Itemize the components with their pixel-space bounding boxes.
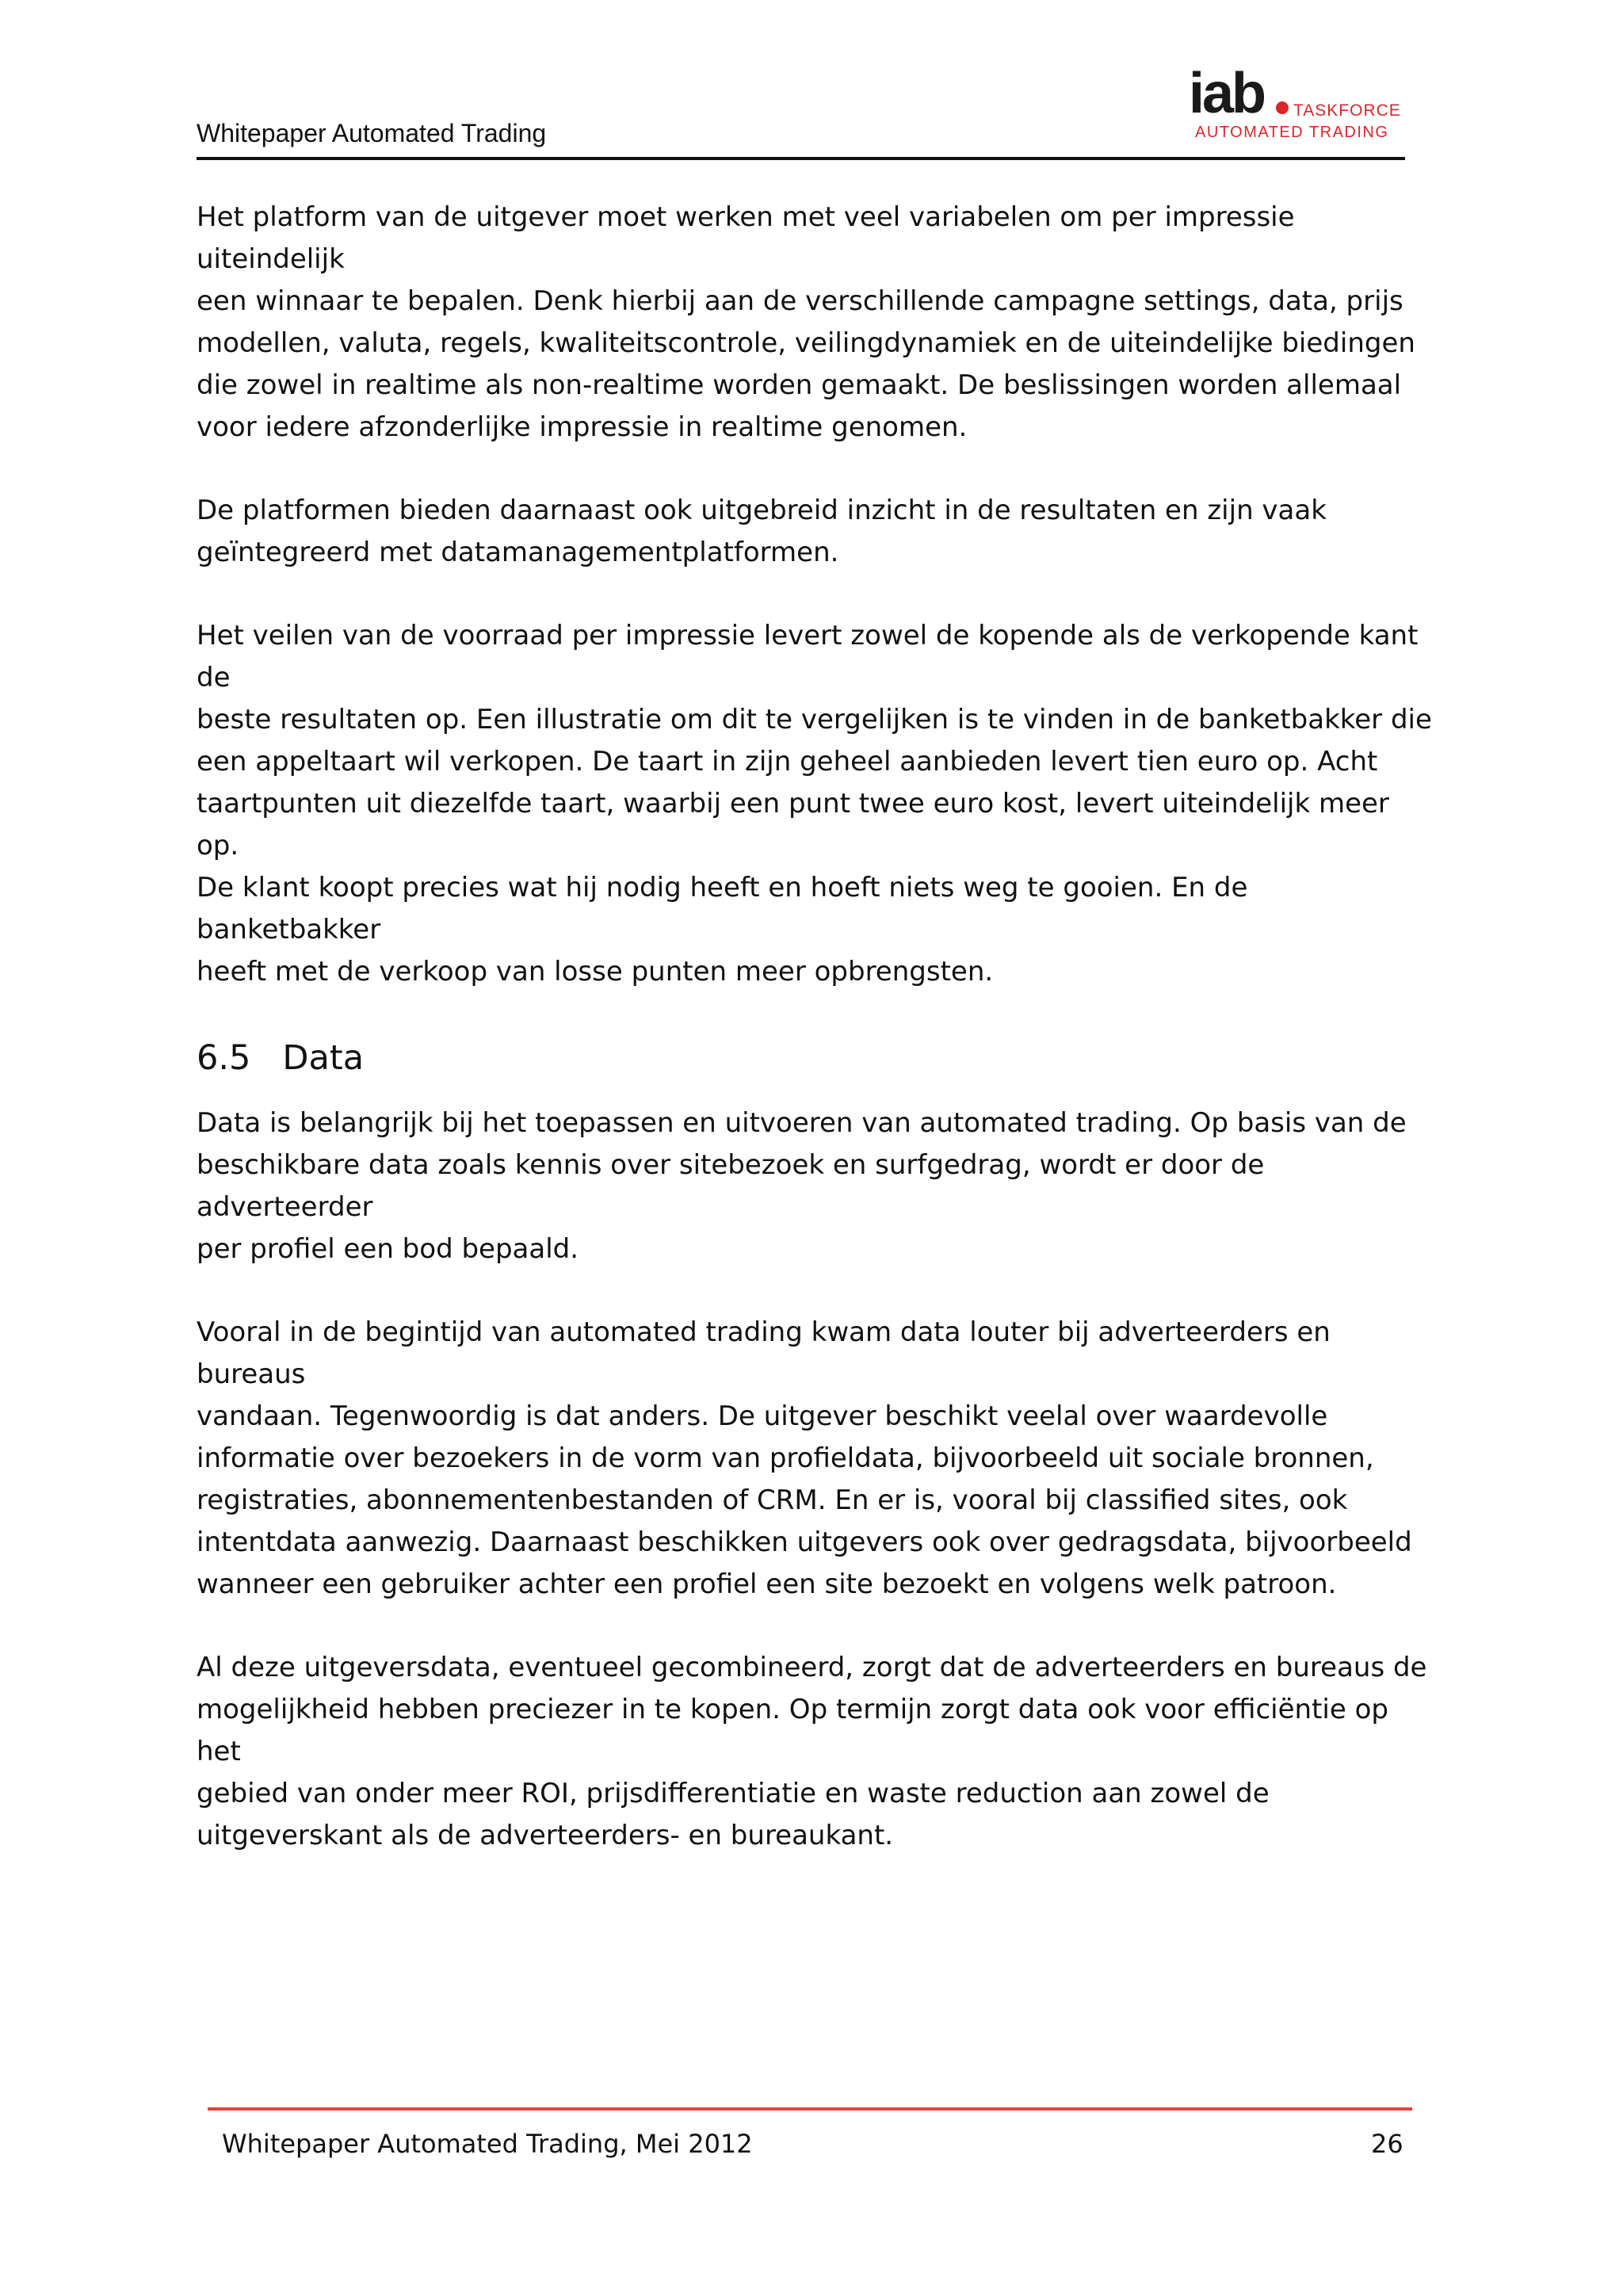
page-number: 26: [1371, 2129, 1403, 2159]
logo-taskforce-text: TASKFORCE: [1293, 101, 1401, 120]
paragraph: Het platform van de uitgever moet werken met veel variabelen om per impressie uiteindelijk een winnaar te bepalen. Denk hierbij aan de verschillende campagne settings, data, prijs modellen, valuta, regels, kwaliteitscontrole, veilingdynamiek en de uiteindelijke biedingen die zowel in realtime als non-realtime worden gemaakt. De beslissingen worden allemaal voor iedere afzonderlijke impressie in realtime genomen.: [197, 201, 1415, 443]
header-divider: [197, 157, 1405, 160]
section-title: Data: [282, 1038, 365, 1078]
paragraph: Vooral in de begintijd van automated trading kwam data louter bij adverteerders en bureaus vandaan. Tegenwoordig is dat anders. De uitgever beschikt veelal over waardevolle informatie over bezoekers in de vorm van profieldata, bijvoorbeeld uit sociale bronnen, registraties, abonnementenbestanden of CRM. En er is, vooral bij classified sites, ook intentdata aanwezig. Daarnaast beschikken uitgevers ook over gedragsdata, bijvoorbeeld wanneer een gebruiker achter een profiel een site bezoekt en volgens welk patroon.: [197, 1316, 1412, 1600]
footer-divider: [208, 2107, 1412, 2111]
paragraph: Data is belangrijk bij het toepassen en uitvoeren van automated trading. Op basis van de beschikbare data zoals kennis over sitebezoek en surfgedrag, wordt er door de adverteerder per profiel een bod bepaald.: [197, 1107, 1407, 1265]
main-content: [197, 197, 1433, 1898]
paragraph: Het veilen van de voorraad per impressie levert zowel de kopende als de verkopende kant de beste resultaten op. Een illustratie om dit te vergelijken is te vinden in de banketbakker die een appeltaart wil verkopen. De taart in zijn geheel aanbieden levert tien euro op. Acht taartpunten uit diezelfde taart, waarbij een punt twee euro kost, levert uiteindelijk meer op. De klant koopt precies wat hij nodig heeft en hoeft niets weg te gooien. En de banketbakker heeft met de verkoop van losse punten meer opbrengsten.: [197, 620, 1432, 988]
header-title: Whitepaper Automated Trading: [197, 119, 547, 147]
section-heading: [197, 1034, 1433, 1082]
paragraph: De platformen bieden daarnaast ook uitgebreid inzicht in de resultaten en zijn vaak geïntegreerd met datamanagementplatformen.: [197, 495, 1327, 568]
logo-iab-text: iab: [1189, 62, 1265, 125]
footer-text: Whitepaper Automated Trading, Mei 2012: [222, 2129, 753, 2159]
iab-logo: [1189, 62, 1411, 144]
logo-dot-icon: [1276, 101, 1289, 114]
paragraph: Al deze uitgeversdata, eventueel gecombineerd, zorgt dat de adverteerders en bureaus de mogelijkheid hebben preciezer in te kopen. Op termijn zorgt data ook voor efficiëntie op het gebied van onder meer ROI, prijsdifferentiatie en waste reduction aan zowel de uitgeverskant als de adverteerders- en bureaukant.: [197, 1652, 1427, 1851]
section-number: 6.5: [197, 1038, 251, 1078]
logo-subtitle-text: AUTOMATED TRADING: [1195, 124, 1389, 141]
